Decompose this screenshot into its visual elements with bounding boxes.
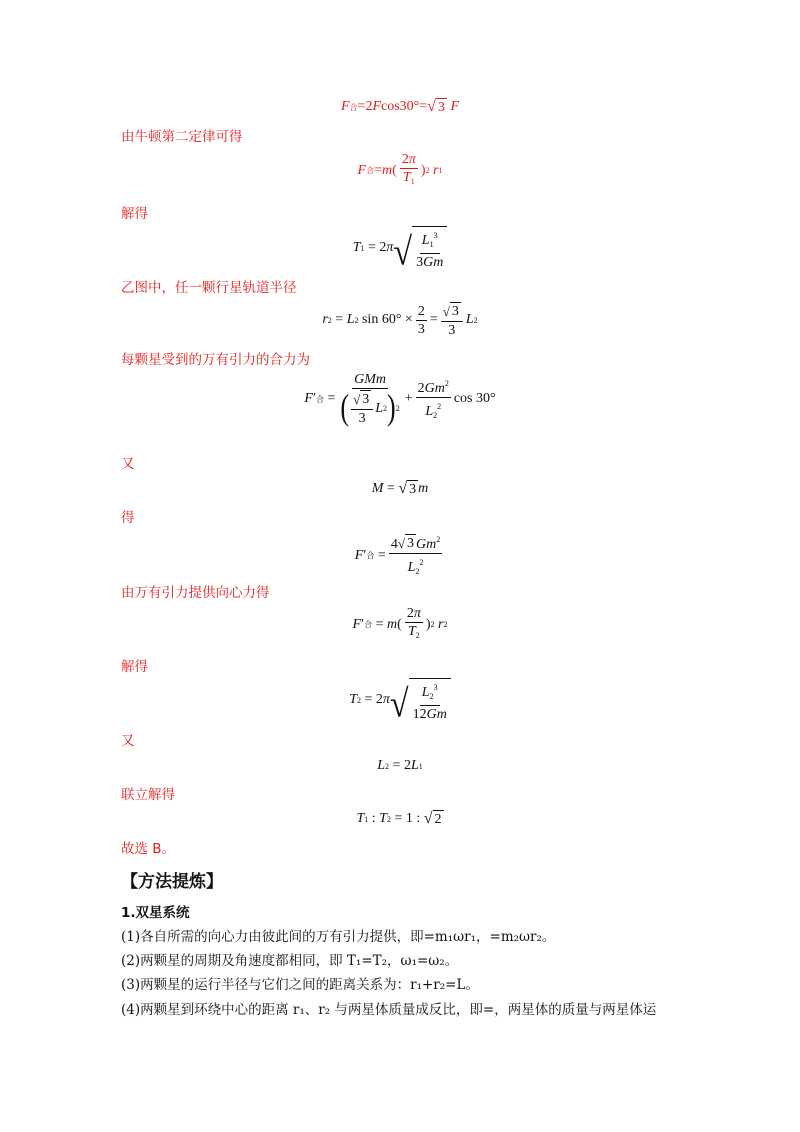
- formula-net-force-result: F ′ 合 = 4 √ 3 Gm$^2$ $L_2^2$: [0, 532, 800, 579]
- list-item: (3)两颗星的运行半径与它们之间的距离关系为：r₁+r₂=L。: [121, 977, 479, 993]
- label-you-1: 又: [121, 456, 135, 472]
- formula-period-2: T 2 = 2 π √ $\frac{L_2^3}{12Gm}$: [0, 678, 800, 722]
- label-solve-1: 解得: [121, 206, 148, 222]
- label-de: 得: [121, 510, 135, 526]
- label-combine-solve: 联立解得: [121, 787, 175, 803]
- subsection-title-binary-star: 1.双星系统: [121, 905, 190, 921]
- formula-centripetal-2: F ′ 合 = m ( $\frac{2\pi}{T_2}$ ) 2 r 2: [352, 606, 448, 640]
- list-item: (4)两颗星到环绕中心的距离 r₁、r₂ 与两星体质量成反比，即=，两星体的质量与两星体运: [121, 1002, 657, 1018]
- formula-period-1: T 1 = 2 π √ $\frac{L_1^3}{3Gm}$: [0, 226, 800, 270]
- label-gravity-centripetal: 由万有引力提供向心力得: [121, 585, 270, 601]
- formula-net-force-2: F ′ 合 = GMm ( √ 3 3 L 2 ) 2 + $\frac{2Gm^2}{L_2^2}$ cos 30°: [304, 372, 496, 428]
- list-item: (1)各自所需的向心力由彼此间的万有引力提供，即=m₁ωr₁，=m₂ωr₂。: [121, 929, 556, 945]
- formula-period-ratio: T 1 : T 2 = 1 : √ 2: [356, 810, 442, 827]
- label-newton-second-law: 由牛顿第二定律可得: [121, 129, 243, 145]
- label-each-star-force: 每颗星受到的万有引力的合力为: [121, 352, 310, 368]
- list-item: (2)两颗星的周期及角速度都相同，即 T₁=T₂，ω₁=ω₂。: [121, 953, 459, 969]
- formula-length-relation: L 2 = 2 L 1: [377, 758, 423, 773]
- label-you-2: 又: [121, 733, 135, 749]
- label-solve-2: 解得: [121, 659, 148, 675]
- label-answer: 故选 B。: [121, 841, 176, 857]
- section-title-method: 【方法提炼】: [121, 872, 223, 892]
- formula-orbit-radius-2: r 2 = L 2 sin 60° × $\frac{2}{3}$ = √ 3 3 L 2: [322, 303, 478, 338]
- formula-resultant-force: F 合 =2 F cos30°= √ 3 F: [340, 98, 460, 115]
- formula-centripetal-1: F 合 = m ( $\frac{2\pi}{T_1}$ ) 2 r 1: [357, 152, 443, 186]
- formula-mass-relation: M = √ 3 m: [371, 480, 429, 497]
- label-yi-orbit-radius: 乙图中，任一颗行星轨道半径: [121, 280, 297, 296]
